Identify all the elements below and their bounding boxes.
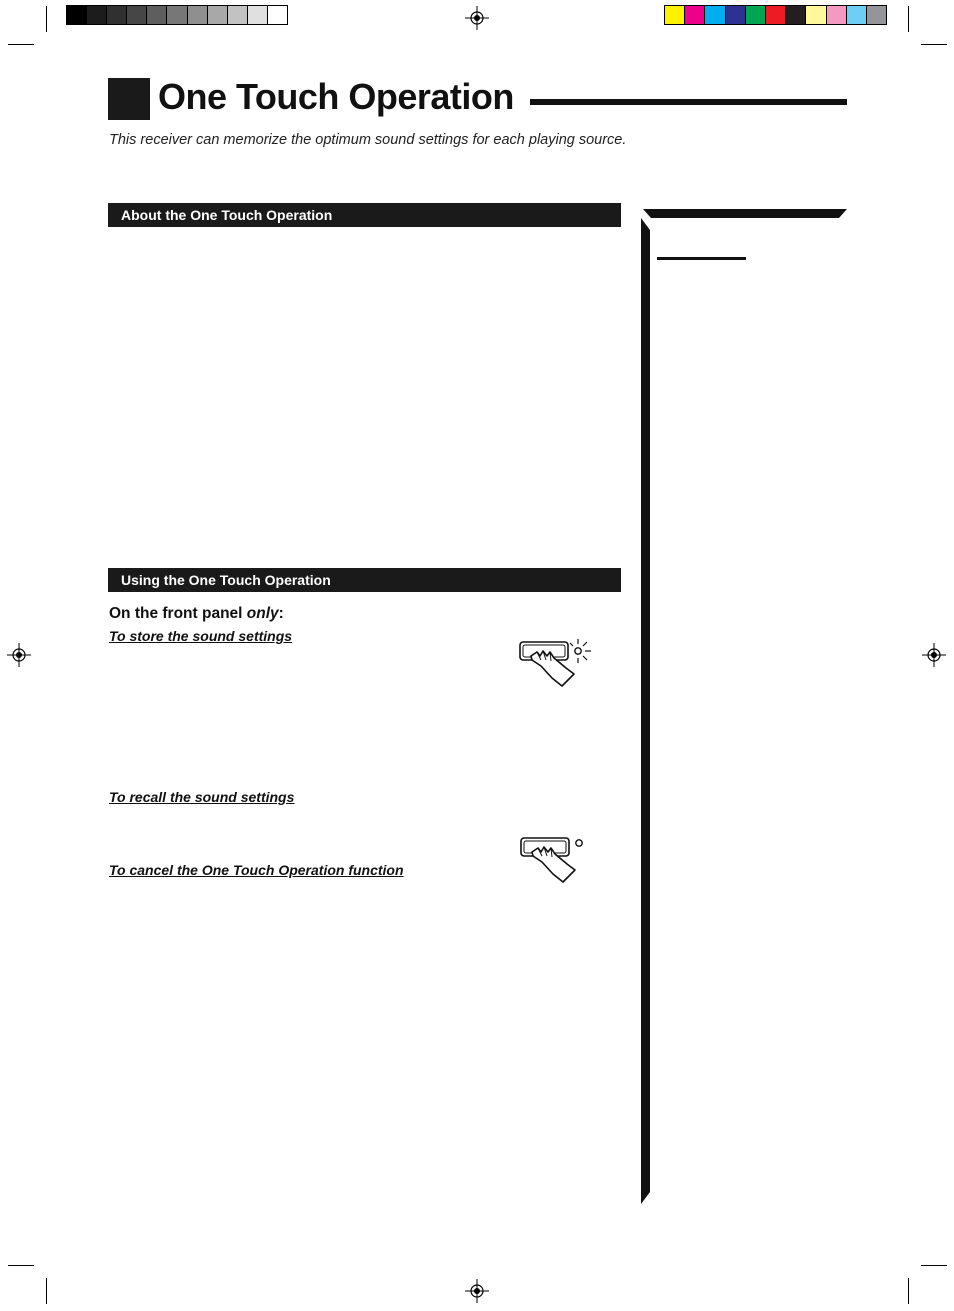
gray-swatch [87, 6, 107, 24]
registration-mark-icon [922, 643, 946, 667]
crop-mark [908, 6, 909, 32]
crop-mark [46, 1278, 47, 1304]
gray-swatch [107, 6, 127, 24]
gray-swatch [248, 6, 268, 24]
gray-swatch [228, 6, 248, 24]
recall-settings-heading: To recall the sound settings [109, 789, 295, 805]
about-section-header: About the One Touch Operation [108, 203, 621, 227]
color-bar [664, 5, 887, 25]
side-column-left-bar [641, 218, 650, 1204]
gray-scale-bar [66, 5, 288, 25]
color-swatch [766, 6, 786, 24]
gray-swatch [188, 6, 208, 24]
gray-swatch [268, 6, 287, 24]
color-swatch [786, 6, 806, 24]
finger-press-lamp-on-icon [516, 634, 596, 690]
finger-press-lamp-off-icon [517, 832, 587, 884]
gray-swatch [208, 6, 228, 24]
title-block [108, 78, 150, 120]
crop-mark [921, 1265, 947, 1266]
registration-mark-icon [465, 6, 489, 30]
crop-mark [908, 1278, 909, 1304]
color-swatch [806, 6, 826, 24]
color-swatch [726, 6, 746, 24]
front-panel-suffix: : [278, 605, 284, 622]
front-panel-label [109, 605, 284, 623]
page-title: One Touch Operation [158, 76, 514, 117]
color-swatch [746, 6, 766, 24]
title-rule [530, 99, 847, 105]
store-settings-heading: To store the sound settings [109, 628, 293, 644]
registration-mark-icon [7, 643, 31, 667]
intro-text: This receiver can memorize the optimum sound settings for each playing source. [109, 132, 627, 148]
gray-swatch [127, 6, 147, 24]
front-panel-prefix: On the front panel [109, 605, 247, 622]
front-panel-emphasis: only [246, 605, 279, 622]
gray-swatch [147, 6, 167, 24]
gray-swatch [167, 6, 187, 24]
color-swatch [685, 6, 705, 24]
crop-mark [921, 44, 947, 45]
color-swatch [867, 6, 886, 24]
crop-mark [46, 6, 47, 32]
color-swatch [847, 6, 867, 24]
gray-swatch [67, 6, 87, 24]
registration-mark-icon [465, 1279, 489, 1303]
side-column-rule [657, 257, 746, 260]
side-column-top-bar [643, 209, 847, 219]
using-section-header: Using the One Touch Operation [108, 568, 621, 592]
crop-mark [8, 1265, 34, 1266]
cancel-function-heading: To cancel the One Touch Operation function [109, 862, 404, 878]
crop-mark [8, 44, 34, 45]
color-swatch [665, 6, 685, 24]
color-swatch [827, 6, 847, 24]
color-swatch [705, 6, 725, 24]
